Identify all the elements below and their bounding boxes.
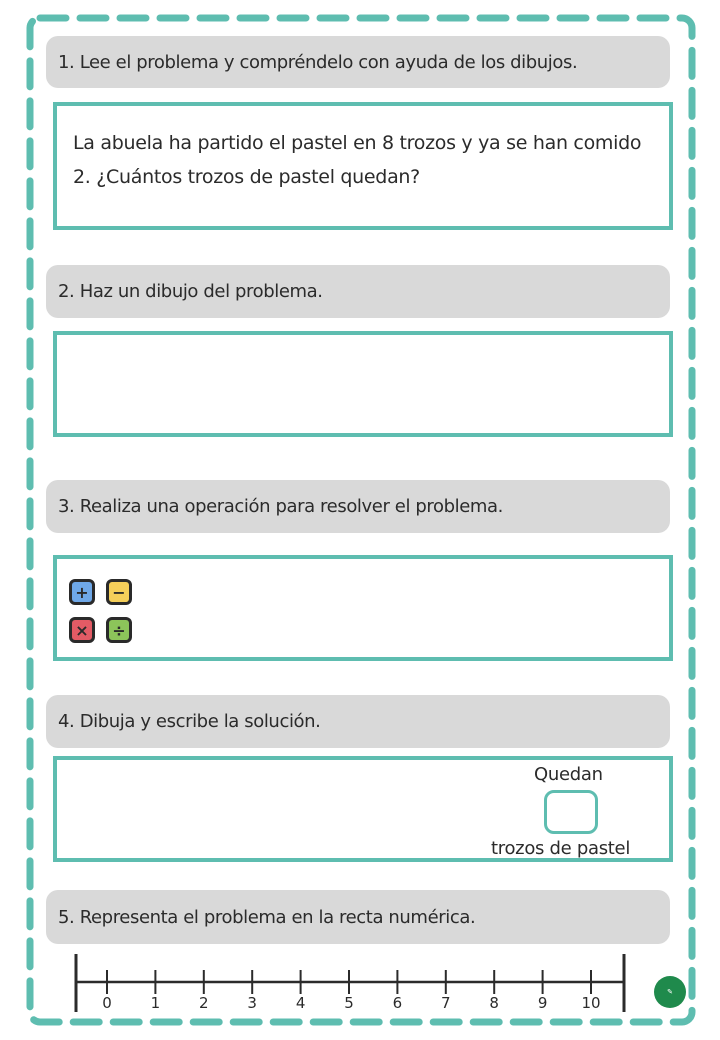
tick-label-6: 6 <box>392 994 403 1012</box>
minus-icon: − <box>106 579 132 605</box>
divide-icon: ÷ <box>106 617 132 643</box>
problem-line-2: 2. ¿Cuántos trozos de pastel quedan? <box>73 166 420 188</box>
section-2-title: 2. Haz un dibujo del problema. <box>58 281 323 302</box>
tick-label-0: 0 <box>102 994 112 1012</box>
times-icon: × <box>69 617 95 643</box>
tick-label-3: 3 <box>247 994 257 1012</box>
tick-label-7: 7 <box>441 994 451 1012</box>
tick-label-1: 1 <box>150 994 161 1012</box>
section-5-title: 5. Representa el problema en la recta numérica. <box>58 906 476 928</box>
tick-label-2: 2 <box>199 994 209 1012</box>
section-1-title: 1. Lee el problema y compréndelo con ayuda de los dibujos. <box>58 51 578 73</box>
plus-icon: + <box>69 579 95 605</box>
solution-label-after: trozos de pastel <box>491 838 631 859</box>
section-4-title: 4. Dibuja y escribe la solución. <box>58 711 321 732</box>
tick-label-5: 5 <box>344 994 354 1012</box>
tick-label-8: 8 <box>489 994 499 1012</box>
tick-label-4: 4 <box>295 994 306 1012</box>
logo-icon: ✎ <box>654 976 686 1008</box>
tick-label-10: 10 <box>581 994 601 1012</box>
tick-label-9: 9 <box>537 994 548 1012</box>
problem-line-1: La abuela ha partido el pastel en 8 trozos y ya se han comido <box>73 132 642 154</box>
solution-label-before: Quedan <box>534 764 603 785</box>
section-3-title: 3. Realiza una operación para resolver el problema. <box>58 496 504 517</box>
